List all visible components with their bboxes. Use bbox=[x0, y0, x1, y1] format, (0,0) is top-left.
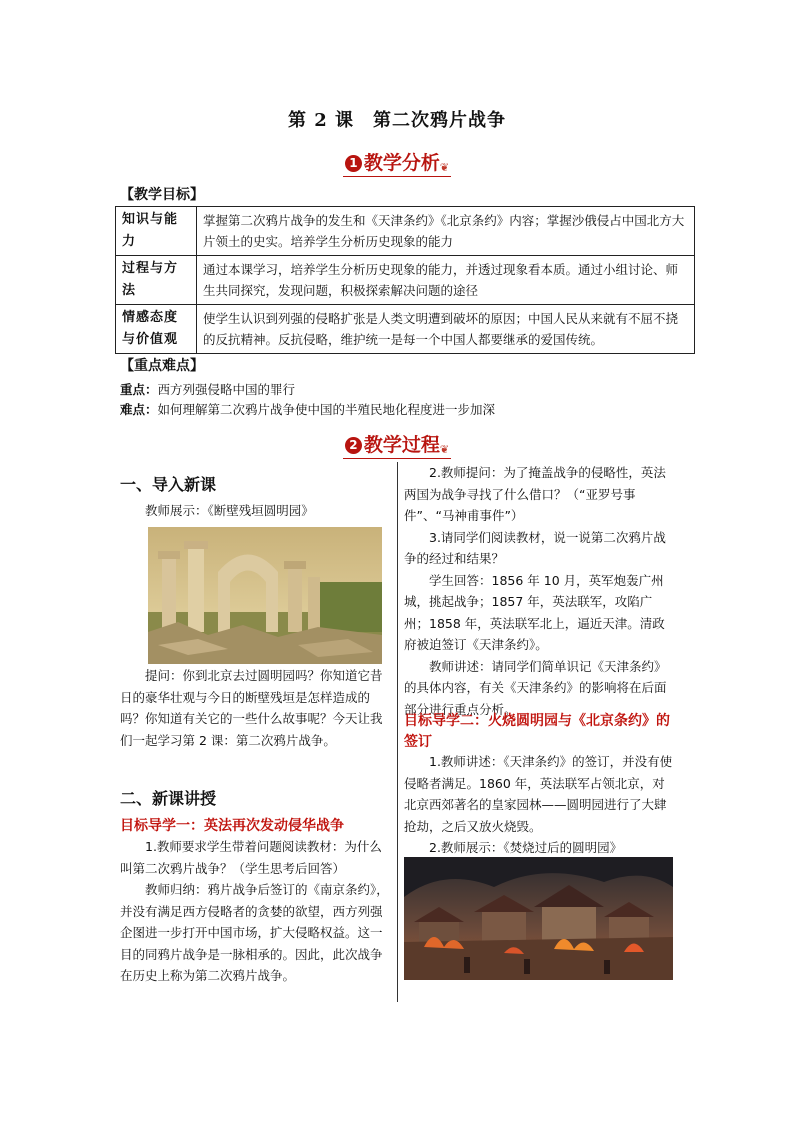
show-text: 教师展示：《断壁残垣圆明园》 bbox=[145, 503, 314, 518]
left-show-line bbox=[120, 500, 392, 522]
section-heading-process bbox=[0, 430, 794, 459]
column-divider bbox=[397, 462, 398, 1002]
section-label: 教学过程 bbox=[363, 434, 440, 456]
section-number-badge: 1 bbox=[345, 155, 362, 172]
paragraph: 2.教师提问：为了掩盖战争的侵略性，英法两国为战争寻找了什么借口？（“亚罗号事件”、“马神甫事件”） bbox=[404, 465, 666, 523]
paragraph: 教师归纳：鸦片战争后签订的《南京条约》，并没有满足西方侵略者的贪婪的欲望，西方列强企图进一步打开中国市场，扩大侵略权益。这一目的同鸦片战争是一脉相承的。因此，此次战争在历史上称为第二次鸦片战争。 bbox=[120, 882, 389, 983]
leaf-icon: ❦ bbox=[439, 443, 450, 456]
paragraph: 2.教师展示：《焚烧过后的圆明园》 bbox=[429, 840, 623, 855]
paragraph: 教师讲述：请同学们简单识记《天津条约》的具体内容，有关《天津条约》的影响将在后面部分进行重点分析。 bbox=[404, 658, 667, 717]
table-row bbox=[116, 305, 695, 354]
right-body-bottom bbox=[404, 751, 676, 859]
table-row bbox=[116, 256, 695, 305]
focus-line bbox=[120, 380, 295, 399]
goal-value: 使学生认识到列强的侵略扩张是人类文明遭到破坏的原因；中国人民从来就有不屈不挠的反抗精神。反抗侵略，维护统一是每一个中国人都要继承的爱国传统。 bbox=[197, 305, 695, 354]
section-number-badge: 2 bbox=[345, 437, 362, 454]
teaching-goals-table bbox=[115, 206, 695, 354]
paragraph: 3.请同学们阅读教材，说一说第二次鸦片战争的经过和结果？ bbox=[404, 529, 666, 566]
goal-value: 通过本课学习，培养学生分析历史现象的能力，并透过现象看本质。通过小组讨论、师生共同探究，发现问题，积极探索解决问题的途径 bbox=[197, 256, 695, 305]
section-label: 教学分析 bbox=[363, 152, 440, 174]
teaching-goals-heading: 【教学目标】 bbox=[120, 187, 204, 203]
goal-value: 掌握第二次鸦片战争的发生和《天津条约》《北京条约》内容；掌握沙俄侵占中国北方大片领土的史实。培养学生分析历史现象的能力 bbox=[197, 207, 695, 256]
goal-key: 知识与能力 bbox=[116, 207, 197, 256]
heading-new-lesson: 二、新课讲授 bbox=[120, 789, 217, 808]
paragraph: 1.教师要求学生带着问题阅读教材：为什么叫第二次鸦片战争？（学生思考后回答） bbox=[120, 839, 382, 876]
burning-palace-illustration bbox=[404, 857, 673, 980]
left-body bbox=[120, 836, 392, 987]
difficulty-label: 难点： bbox=[120, 402, 158, 417]
goal-key: 情感态度与价值观 bbox=[116, 305, 197, 354]
leaf-icon: ❦ bbox=[439, 161, 450, 174]
left-question bbox=[120, 665, 392, 751]
heading-intro: 一、导入新课 bbox=[120, 475, 217, 494]
right-body-top bbox=[404, 462, 676, 720]
goal-key: 过程与方法 bbox=[116, 256, 197, 305]
goal-guide-one: 目标导学一：英法再次发动侵华战争 bbox=[120, 818, 344, 834]
paragraph: 1.教师讲述：《天津条约》的签订，并没有使侵略者满足。1860 年，英法联军占领北京，对北京西郊著名的皇家园林——圆明园进行了大肆抢劫，之后又放火烧毁。 bbox=[404, 754, 673, 834]
section-heading-analysis bbox=[0, 148, 794, 177]
burned-yuanmingyuan-image bbox=[404, 857, 673, 980]
ruins-illustration bbox=[148, 527, 382, 664]
difficulty-line bbox=[120, 400, 495, 419]
table-row bbox=[116, 207, 695, 256]
focus-text: 西方列强侵略中国的罪行 bbox=[157, 382, 296, 397]
difficulty-text: 如何理解第二次鸦片战争使中国的半殖民地化程度进一步加深 bbox=[157, 402, 496, 417]
goal-guide-two: 目标导学二：火烧圆明园与《北京条约》的签订 bbox=[404, 713, 670, 750]
paragraph: 学生回答：1856 年 10 月，英军炮轰广州城，挑起战争；1857 年，英法联军，攻陷广州；1858 年，英法联军北上，逼近天津。清政府被迫签订《天津条约》。 bbox=[404, 572, 665, 652]
key-points-heading: 【重点难点】 bbox=[120, 358, 204, 374]
question-text: 提问：你到北京去过圆明园吗？你知道它昔日的豪华壮观与今日的断壁残垣是怎样造成的吗？你知道有关它的一些什么故事呢？今天让我们一起学习第 2 课：第二次鸦片战争。 bbox=[120, 668, 383, 748]
focus-label: 重点： bbox=[120, 382, 158, 397]
page-title: 第 2 课 第二次鸦片战争 bbox=[287, 110, 507, 131]
yuanmingyuan-ruins-image bbox=[148, 527, 382, 664]
